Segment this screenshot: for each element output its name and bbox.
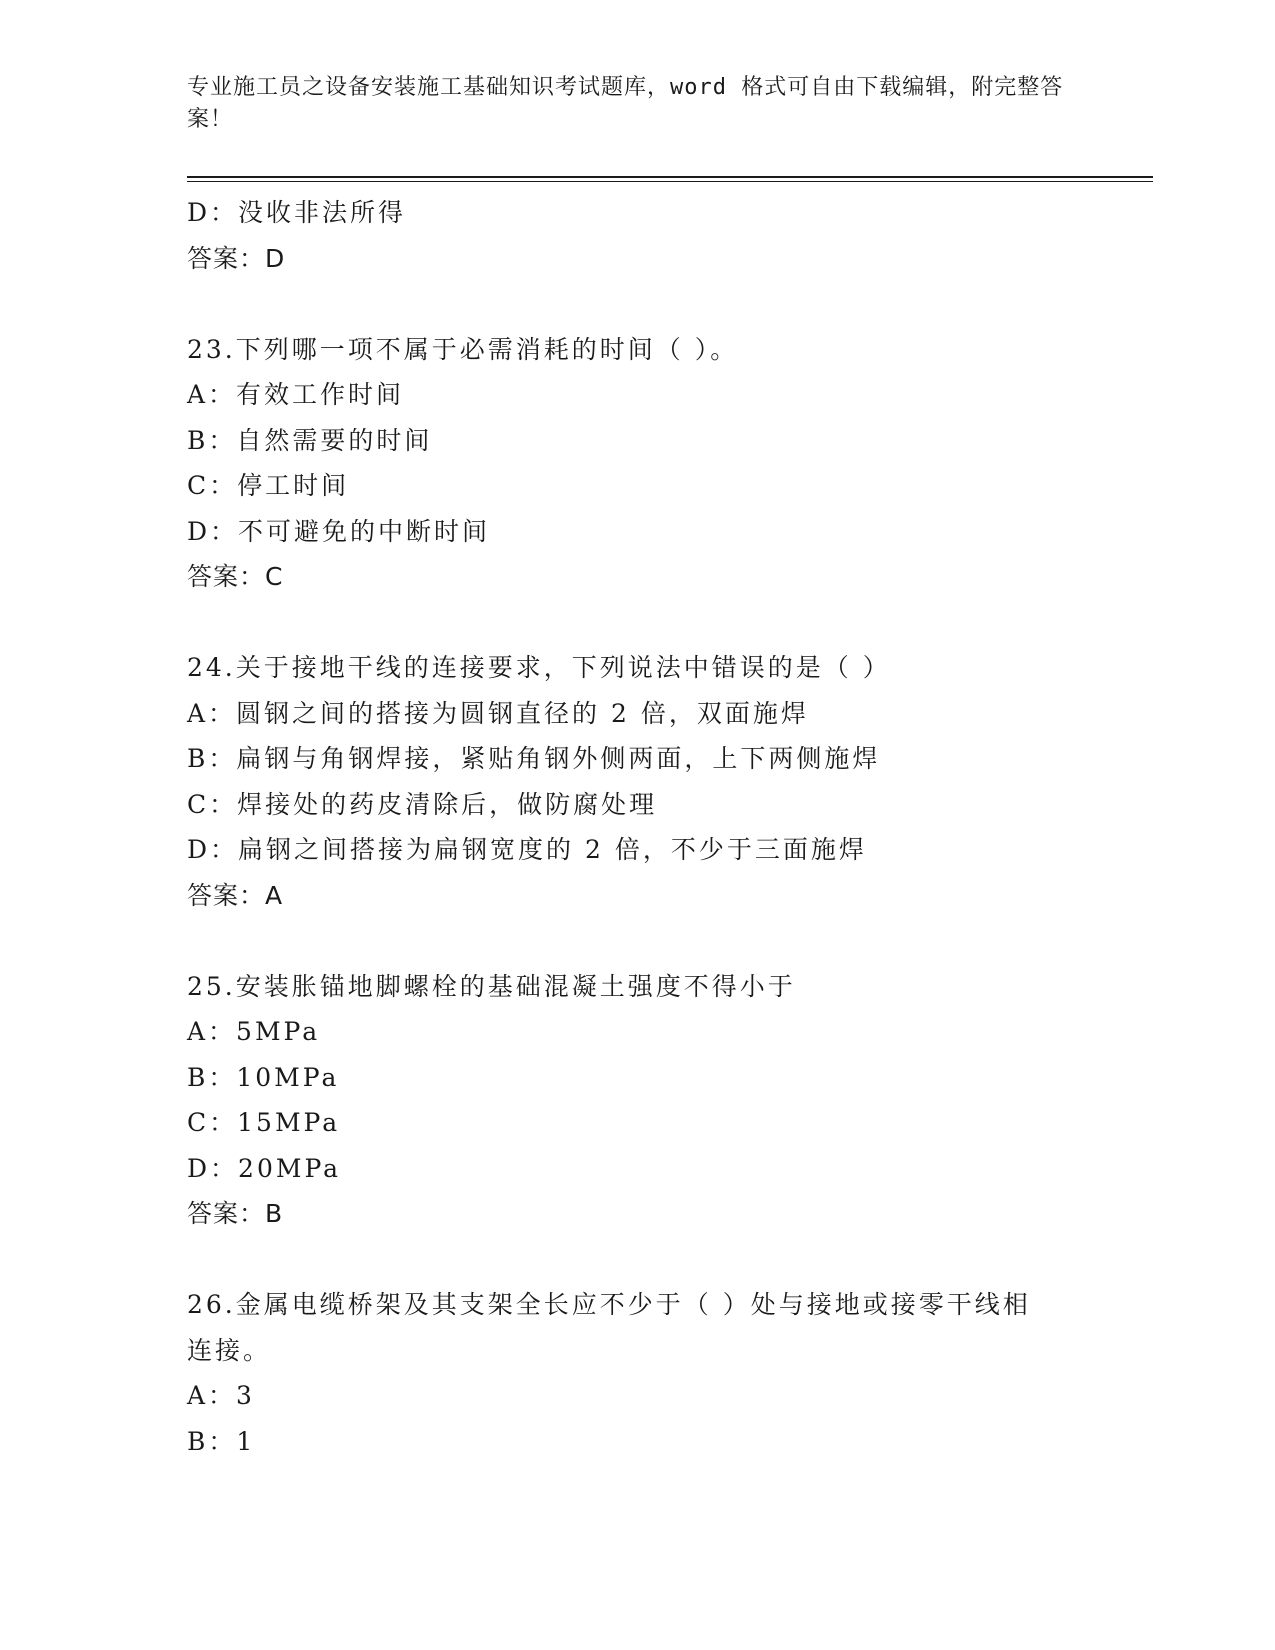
previous-question-tail	[187, 190, 1153, 281]
header-rule-thin	[187, 181, 1153, 182]
option-c: C：15MPa	[187, 1108, 341, 1137]
option-c: C：停工时间	[187, 471, 350, 500]
option-a: A：圆钢之间的搭接为圆钢直径的 2 倍，双面施焊	[187, 698, 809, 728]
question-stem: 25.安装胀锚地脚螺栓的基础混凝土强度不得小于	[187, 971, 796, 1001]
question-content	[187, 190, 1153, 1464]
option-b: B：扁钢与角钢焊接，紧贴角钢外侧两面，上下两侧施焊	[187, 744, 881, 773]
option-b: B：1	[187, 1426, 256, 1456]
option-d: D：没收非法所得	[187, 198, 407, 227]
option-d: D：不可避免的中断时间	[187, 516, 491, 546]
option-d: D：扁钢之间搭接为扁钢宽度的 2 倍，不少于三面施焊	[187, 835, 867, 864]
question-23	[187, 327, 1153, 600]
option-a: A：有效工作时间	[187, 380, 405, 409]
option-d: D：20MPa	[187, 1153, 342, 1183]
header-rule-thick	[187, 176, 1153, 178]
page-header: 专业施工员之设备安装施工基础知识考试题库，word 格式可自由下载编辑，附完整答案！	[187, 75, 1064, 132]
question-stem: 24.关于接地干线的连接要求，下列说法中错误的是（ ）	[187, 653, 891, 682]
question-24	[187, 645, 1153, 918]
question-26	[187, 1282, 1153, 1464]
question-25	[187, 964, 1153, 1237]
option-b: B：自然需要的时间	[187, 425, 433, 455]
question-stem: 23.下列哪一项不属于必需消耗的时间（ ）。	[187, 334, 739, 364]
option-a: A：3	[187, 1381, 255, 1410]
answer-line: 答案：A	[187, 880, 284, 910]
answer-line: 答案：B	[187, 1199, 284, 1228]
answer-line: 答案：D	[187, 243, 286, 273]
option-b: B：10MPa	[187, 1062, 340, 1092]
answer-line: 答案：C	[187, 562, 284, 591]
option-a: A：5MPa	[187, 1017, 321, 1046]
option-c: C：焊接处的药皮清除后，做防腐处理	[187, 789, 658, 819]
question-stem-line-2: 连接。	[187, 1335, 272, 1365]
question-stem-line-1: 26.金属电缆桥架及其支架全长应不少于（ ）处与接地或接零干线相	[187, 1290, 1031, 1319]
